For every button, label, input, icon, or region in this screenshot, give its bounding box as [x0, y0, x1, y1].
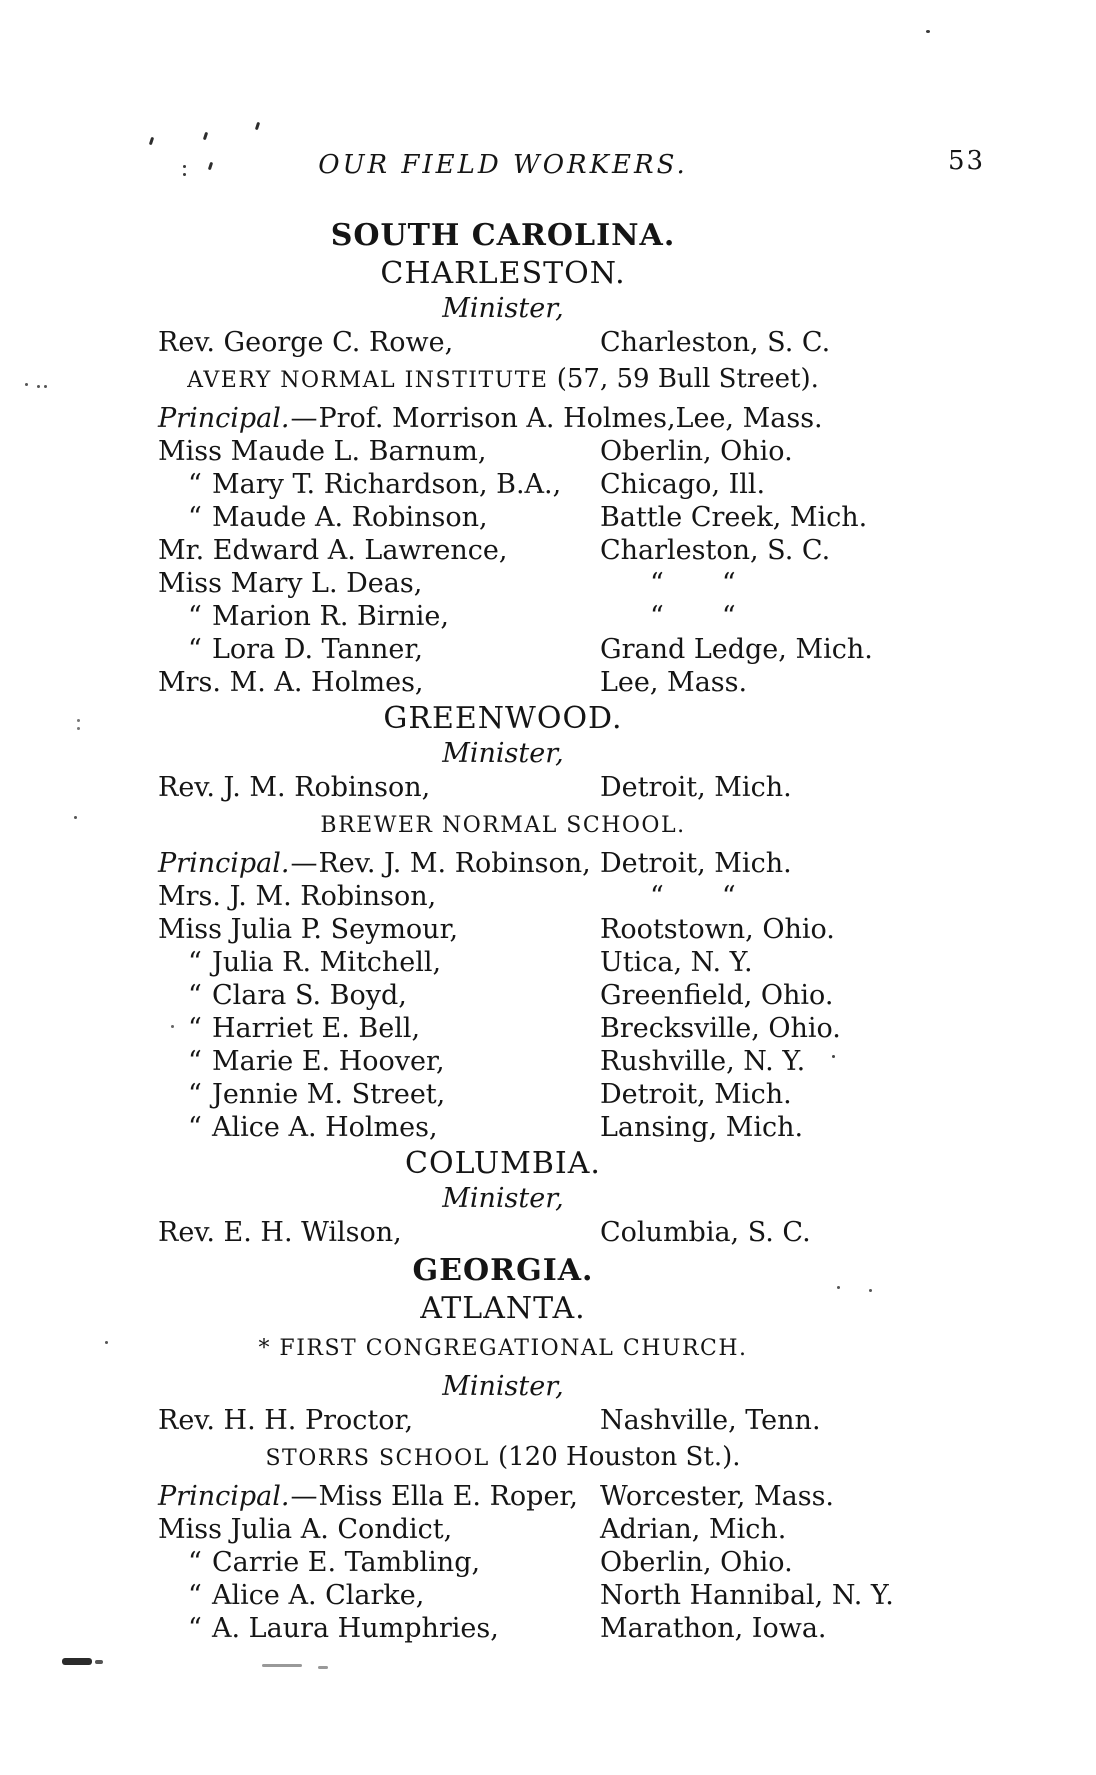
page-content — [158, 150, 894, 1645]
worker-name-cell — [158, 1612, 600, 1645]
worker-row — [158, 326, 848, 359]
worker-name-cell — [158, 1012, 600, 1045]
worker-location: Oberlin, Ohio. — [600, 1547, 793, 1578]
worker-row — [158, 1612, 848, 1645]
worker-name: Rev. J. M. Robinson, — [158, 772, 431, 803]
scan-speck — [74, 816, 77, 819]
school-name: * FIRST CONGREGATIONAL CHURCH. — [258, 1336, 748, 1361]
worker-location: Nashville, Tenn. — [600, 1405, 821, 1436]
worker-row — [158, 1216, 848, 1249]
worker-name: Maude A. Robinson, — [212, 502, 488, 533]
school-heading — [158, 806, 848, 845]
worker-name: Mary T. Richardson, B.A., — [212, 469, 562, 500]
school-name: BREWER NORMAL SCHOOL. — [320, 813, 686, 838]
scan-speck — [77, 719, 80, 722]
worker-row — [158, 402, 848, 435]
scan-speck — [203, 132, 208, 141]
scan-speck — [837, 1286, 840, 1289]
school-address: (57, 59 Bull Street). — [548, 364, 819, 394]
ditto-mark: “ — [650, 881, 664, 912]
worker-row — [158, 534, 848, 567]
worker-location: Brecksville, Ohio. — [600, 1013, 841, 1044]
running-head: OUR FIELD WORKERS. — [318, 150, 688, 180]
worker-name: Rev. H. H. Proctor, — [158, 1405, 414, 1436]
state-heading: GEORGIA. — [412, 1253, 594, 1288]
worker-name: Mrs. J. M. Robinson, — [158, 881, 437, 912]
worker-name: Marion R. Birnie, — [212, 601, 449, 632]
scan-speck — [926, 30, 930, 33]
worker-name: Alice A. Holmes, — [212, 1112, 438, 1143]
scan-speck — [255, 122, 260, 131]
worker-name: Lora D. Tanner, — [212, 634, 423, 665]
school-address: (120 Houston St.). — [489, 1442, 741, 1472]
worker-location: Lee, Mass. — [600, 667, 748, 698]
scan-speck — [44, 385, 47, 388]
worker-row — [158, 1012, 848, 1045]
worker-name: Rev. J. M. Robinson, — [318, 848, 591, 879]
school-heading — [158, 1329, 848, 1368]
worker-name-cell — [158, 847, 600, 880]
worker-location: Grand Ledge, Mich. — [600, 634, 873, 665]
role-heading: Minister, — [442, 1371, 564, 1402]
scan-smudge — [318, 1666, 328, 1669]
worker-location: Charleston, S. C. — [600, 327, 831, 358]
worker-name: Prof. Morrison A. Holmes, — [318, 403, 676, 434]
worker-location: Adrian, Mich. — [600, 1514, 787, 1545]
worker-name: Harriet E. Bell, — [212, 1013, 421, 1044]
worker-location-ditto — [600, 567, 848, 600]
worker-name: Miss Maude L. Barnum, — [158, 436, 487, 467]
worker-name-cell — [158, 633, 600, 666]
worker-location: Lansing, Mich. — [600, 1112, 804, 1143]
worker-name: Alice A. Clarke, — [212, 1580, 425, 1611]
city-heading: COLUMBIA. — [405, 1146, 601, 1181]
school-name: AVERY NORMAL INSTITUTE — [187, 368, 549, 393]
worker-name: Carrie E. Tambling, — [212, 1547, 481, 1578]
school-heading — [158, 1439, 848, 1478]
school-heading — [158, 361, 848, 400]
worker-location-ditto — [600, 600, 848, 633]
worker-name: Marie E. Hoover, — [212, 1046, 445, 1077]
worker-location-ditto — [600, 880, 848, 913]
worker-row — [158, 567, 848, 600]
ditto-mark: “ — [188, 1013, 202, 1044]
page-number: 53 — [948, 146, 986, 176]
role-prefix: Principal. — [158, 403, 290, 434]
worker-row — [158, 1078, 848, 1111]
worker-name: Jennie M. Street, — [212, 1079, 446, 1110]
worker-location: Greenfield, Ohio. — [600, 980, 834, 1011]
ditto-mark: “ — [188, 1079, 202, 1110]
worker-location: North Hannibal, N. Y. — [600, 1580, 894, 1611]
worker-name: Clara S. Boyd, — [212, 980, 407, 1011]
worker-row — [158, 847, 848, 880]
scan-speck — [149, 137, 154, 146]
worker-name-cell — [158, 946, 600, 979]
ditto-mark: “ — [188, 1547, 202, 1578]
worker-row — [158, 946, 848, 979]
ditto-mark: “ — [188, 502, 202, 533]
worker-row — [158, 1513, 848, 1546]
ditto-mark: “ — [650, 568, 664, 599]
ditto-mark: “ — [188, 1580, 202, 1611]
worker-row — [158, 1111, 848, 1144]
scan-speck — [183, 173, 186, 176]
scan-speck — [869, 1289, 872, 1292]
scan-speck — [105, 1341, 108, 1344]
scan-speck — [183, 165, 186, 168]
scan-speck — [832, 1055, 835, 1058]
worker-name: A. Laura Humphries, — [212, 1613, 499, 1644]
worker-name: Miss Julia P. Seymour, — [158, 914, 459, 945]
em-dash: — — [290, 403, 318, 434]
worker-location: Marathon, Iowa. — [600, 1613, 827, 1644]
ditto-mark: “ — [188, 1613, 202, 1644]
scan-smudge — [62, 1658, 92, 1665]
worker-name: Rev. E. H. Wilson, — [158, 1217, 402, 1248]
worker-location: Rushville, N. Y. — [600, 1046, 806, 1077]
worker-row — [158, 880, 848, 913]
scan-smudge — [95, 1660, 103, 1664]
ditto-mark: “ — [188, 1112, 202, 1143]
state-heading: SOUTH CAROLINA. — [330, 218, 676, 253]
worker-name-cell — [158, 402, 676, 435]
ditto-mark: “ — [188, 469, 202, 500]
role-heading: Minister, — [442, 293, 564, 324]
worker-name: Mrs. M. A. Holmes, — [158, 667, 424, 698]
ditto-mark: “ — [188, 601, 202, 632]
worker-location: Rootstown, Ohio. — [600, 914, 835, 945]
worker-name-cell — [158, 1111, 600, 1144]
worker-name: Miss Mary L. Deas, — [158, 568, 423, 599]
worker-location: Lee, Mass. — [675, 403, 823, 434]
worker-location: Charleston, S. C. — [600, 535, 831, 566]
worker-location: Utica, N. Y. — [600, 947, 753, 978]
worker-name-cell — [158, 468, 600, 501]
worker-row — [158, 1579, 894, 1612]
worker-name-cell — [158, 979, 600, 1012]
city-heading: GREENWOOD. — [383, 701, 623, 736]
worker-location: Worcester, Mass. — [600, 1481, 835, 1512]
role-heading: Minister, — [442, 1183, 564, 1214]
ditto-mark: “ — [188, 980, 202, 1011]
worker-name-cell — [158, 1579, 600, 1612]
worker-location: Detroit, Mich. — [600, 848, 792, 879]
ditto-mark: “ — [188, 947, 202, 978]
worker-row — [158, 600, 848, 633]
scan-smudge — [262, 1664, 302, 1667]
worker-location: Battle Creek, Mich. — [600, 502, 868, 533]
worker-name-cell — [158, 1078, 600, 1111]
ditto-mark: “ — [721, 601, 736, 632]
ditto-mark: “ — [650, 601, 664, 632]
scan-speck — [77, 727, 80, 730]
worker-row — [158, 435, 848, 468]
worker-row — [158, 468, 848, 501]
role-prefix: Principal. — [158, 1481, 290, 1512]
worker-name: Mr. Edward A. Lawrence, — [158, 535, 508, 566]
worker-row — [158, 1480, 848, 1513]
worker-location: Detroit, Mich. — [600, 772, 792, 803]
ditto-mark: “ — [188, 634, 202, 665]
worker-location: Chicago, Ill. — [600, 469, 766, 500]
worker-name: Julia R. Mitchell, — [212, 947, 442, 978]
worker-location: Oberlin, Ohio. — [600, 436, 793, 467]
worker-row — [158, 1546, 848, 1579]
role-prefix: Principal. — [158, 848, 290, 879]
worker-name: Miss Ella E. Roper, — [318, 1481, 578, 1512]
ditto-mark: “ — [188, 1046, 202, 1077]
worker-name-cell — [158, 1045, 600, 1078]
scan-speck — [37, 385, 40, 388]
worker-name-cell — [158, 1480, 600, 1513]
em-dash: — — [290, 848, 318, 879]
role-heading: Minister, — [442, 738, 564, 769]
scan-speck — [171, 1025, 174, 1028]
worker-row — [158, 913, 848, 946]
worker-name: Rev. George C. Rowe, — [158, 327, 454, 358]
em-dash: — — [290, 1481, 318, 1512]
worker-name: Miss Julia A. Condict, — [158, 1514, 453, 1545]
worker-row — [158, 979, 848, 1012]
worker-row — [158, 771, 848, 804]
worker-row — [158, 633, 873, 666]
school-name: STORRS SCHOOL — [265, 1446, 490, 1471]
worker-location: Columbia, S. C. — [600, 1217, 811, 1248]
worker-row — [158, 666, 848, 699]
worker-name-cell — [158, 1546, 600, 1579]
city-heading: ATLANTA. — [420, 1291, 586, 1326]
worker-row — [158, 1045, 848, 1078]
worker-row — [158, 501, 868, 534]
ditto-mark: “ — [721, 881, 736, 912]
worker-row — [158, 1404, 848, 1437]
ditto-mark: “ — [721, 568, 736, 599]
city-heading: CHARLESTON. — [380, 256, 626, 291]
worker-name-cell — [158, 501, 600, 534]
scan-speck — [25, 383, 28, 386]
worker-location: Detroit, Mich. — [600, 1079, 792, 1110]
worker-name-cell — [158, 600, 600, 633]
